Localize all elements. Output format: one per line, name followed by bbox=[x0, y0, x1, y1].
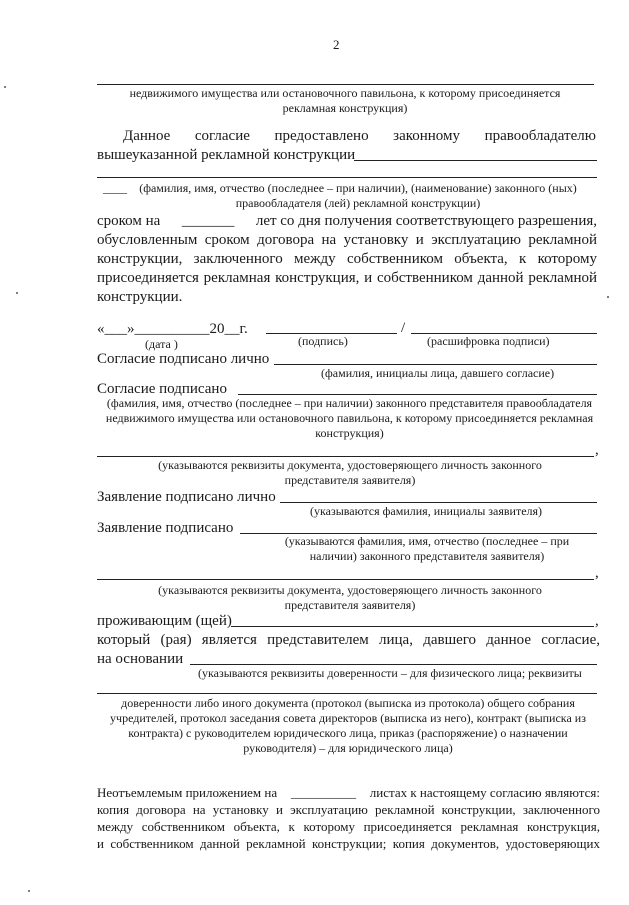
basis-field[interactable] bbox=[190, 664, 597, 665]
comma: , bbox=[595, 565, 599, 581]
rights-holder-caption: (фамилия, имя, отчество (последнее – при наличии), (наименование) законного (ных) правообладателя (лей) рекламной конструкции) bbox=[139, 181, 577, 210]
application-personally-caption: (указываются фамилия, инициалы заявителя) bbox=[310, 504, 543, 518]
scan-speck bbox=[28, 890, 30, 892]
date-caption: (дата ) bbox=[145, 337, 178, 351]
slash: / bbox=[401, 320, 406, 336]
application-by-rep-caption: (указываются фамилия, имя, отчество (последнее – при наличии) законного представителя заявителя) bbox=[284, 534, 570, 563]
rep-document-caption: (указываются реквизиты документа, удостоверяющего личность законного представителя заявителя) bbox=[158, 458, 542, 487]
term-line-2: обусловленным сроком договора на установку и эксплуатацию рекламной bbox=[97, 232, 597, 248]
rights-holder-field-line-2[interactable] bbox=[97, 177, 597, 178]
appendix-line-2: копия договора на установку и эксплуатацию рекламной конструкции, заключенного bbox=[97, 802, 600, 817]
appendix-line-3: между собственником объекта, к которому присоединяется рекламная конструкция, bbox=[97, 819, 600, 834]
term-line-4: присоединяется рекламная конструкция, и собственником данной рекламной bbox=[97, 270, 597, 286]
consent-line-2: вышеуказанной рекламной конструкции bbox=[97, 147, 356, 163]
word: законному bbox=[393, 128, 461, 144]
signed-by-rep-label: Согласие подписано bbox=[97, 381, 227, 397]
scan-speck bbox=[4, 86, 6, 88]
comma: , bbox=[595, 442, 599, 458]
rep-document-field[interactable] bbox=[97, 456, 594, 457]
word: предоставлено bbox=[274, 128, 369, 144]
signed-personally-field[interactable] bbox=[274, 364, 597, 365]
transcript-caption: (расшифровка подписи) bbox=[427, 334, 550, 348]
application-rep-document-caption: (указываются реквизиты документа, удостоверяющего личность законного представителя заявителя) bbox=[158, 583, 542, 612]
word: согласие bbox=[194, 128, 250, 144]
signed-by-rep-field[interactable] bbox=[238, 394, 597, 395]
word: правообладателю bbox=[484, 128, 596, 144]
comma: , bbox=[595, 613, 599, 629]
scan-speck bbox=[16, 292, 18, 294]
appendix-line-1 bbox=[97, 784, 600, 801]
term-line-1 bbox=[97, 212, 597, 231]
appendix-line-4: и собственником данной рекламной конструкции; копия документов, удостоверяющих bbox=[97, 836, 600, 851]
signed-personally-label: Согласие подписано лично bbox=[97, 351, 270, 367]
caption-prefix: ____ bbox=[103, 181, 127, 195]
appendix-rest: листах к настоящему согласию являются: bbox=[369, 785, 600, 800]
application-rep-document-field[interactable] bbox=[97, 579, 594, 580]
term-line-5: конструкции. bbox=[97, 289, 183, 305]
date-field[interactable]: «___»__________20__г. bbox=[97, 321, 248, 337]
term-rest: лет со дня получения соответствующего разрешения, bbox=[255, 213, 597, 229]
application-personally-label: Заявление подписано лично bbox=[97, 489, 276, 505]
basis-caption-1: (указываются реквизиты доверенности – для физического лица; реквизиты bbox=[198, 666, 582, 680]
application-by-rep-label: Заявление подписано bbox=[97, 520, 234, 536]
term-start: сроком на bbox=[97, 213, 161, 229]
consent-line-1 bbox=[123, 127, 596, 146]
appendix-start: Неотъемлемым приложением на bbox=[97, 785, 278, 800]
page-number: 2 bbox=[333, 37, 340, 52]
word: Данное bbox=[123, 128, 171, 144]
application-personally-field[interactable] bbox=[280, 502, 597, 503]
years-blank[interactable]: _______ bbox=[181, 213, 235, 229]
rights-holder-field[interactable] bbox=[354, 160, 597, 161]
property-caption: недвижимого имущества или остановочного павильона, к которому присоединяется рекламная конструкция) bbox=[129, 86, 561, 115]
residing-label: проживающим (щей) bbox=[97, 613, 232, 629]
basis-label: на основании bbox=[97, 651, 184, 667]
representative-line: который (рая) является представителем лица, давшего данное согласие, bbox=[97, 632, 600, 648]
scan-speck bbox=[607, 296, 609, 298]
residing-field[interactable] bbox=[231, 626, 594, 627]
basis-field-line-2[interactable] bbox=[97, 693, 597, 694]
signature-caption: (подпись) bbox=[298, 334, 348, 348]
sheets-blank[interactable]: __________ bbox=[290, 785, 356, 800]
signed-by-rep-caption: (фамилия, имя, отчество (последнее – при наличии) законного представителя правообладателя недвижимого имущества или остановочного павильона, к которому присоединяется рекламная конструкция) bbox=[105, 396, 594, 440]
term-line-3: конструкции, заключенного между собственником объекта, к которому bbox=[97, 251, 597, 267]
basis-caption-2: доверенности либо иного документа (протокол (выписка из протокола) общего собрания учредителей, протокол заседания совета директоров (выписка из него), контракт (выписка из контракта) с руководителем юридического лица, приказ (распоряжение) о назначении руководителя) – для юридического лица) bbox=[110, 696, 586, 755]
blank-line bbox=[97, 84, 594, 85]
signed-personally-caption: (фамилия, инициалы лица, давшего согласие) bbox=[321, 366, 555, 380]
